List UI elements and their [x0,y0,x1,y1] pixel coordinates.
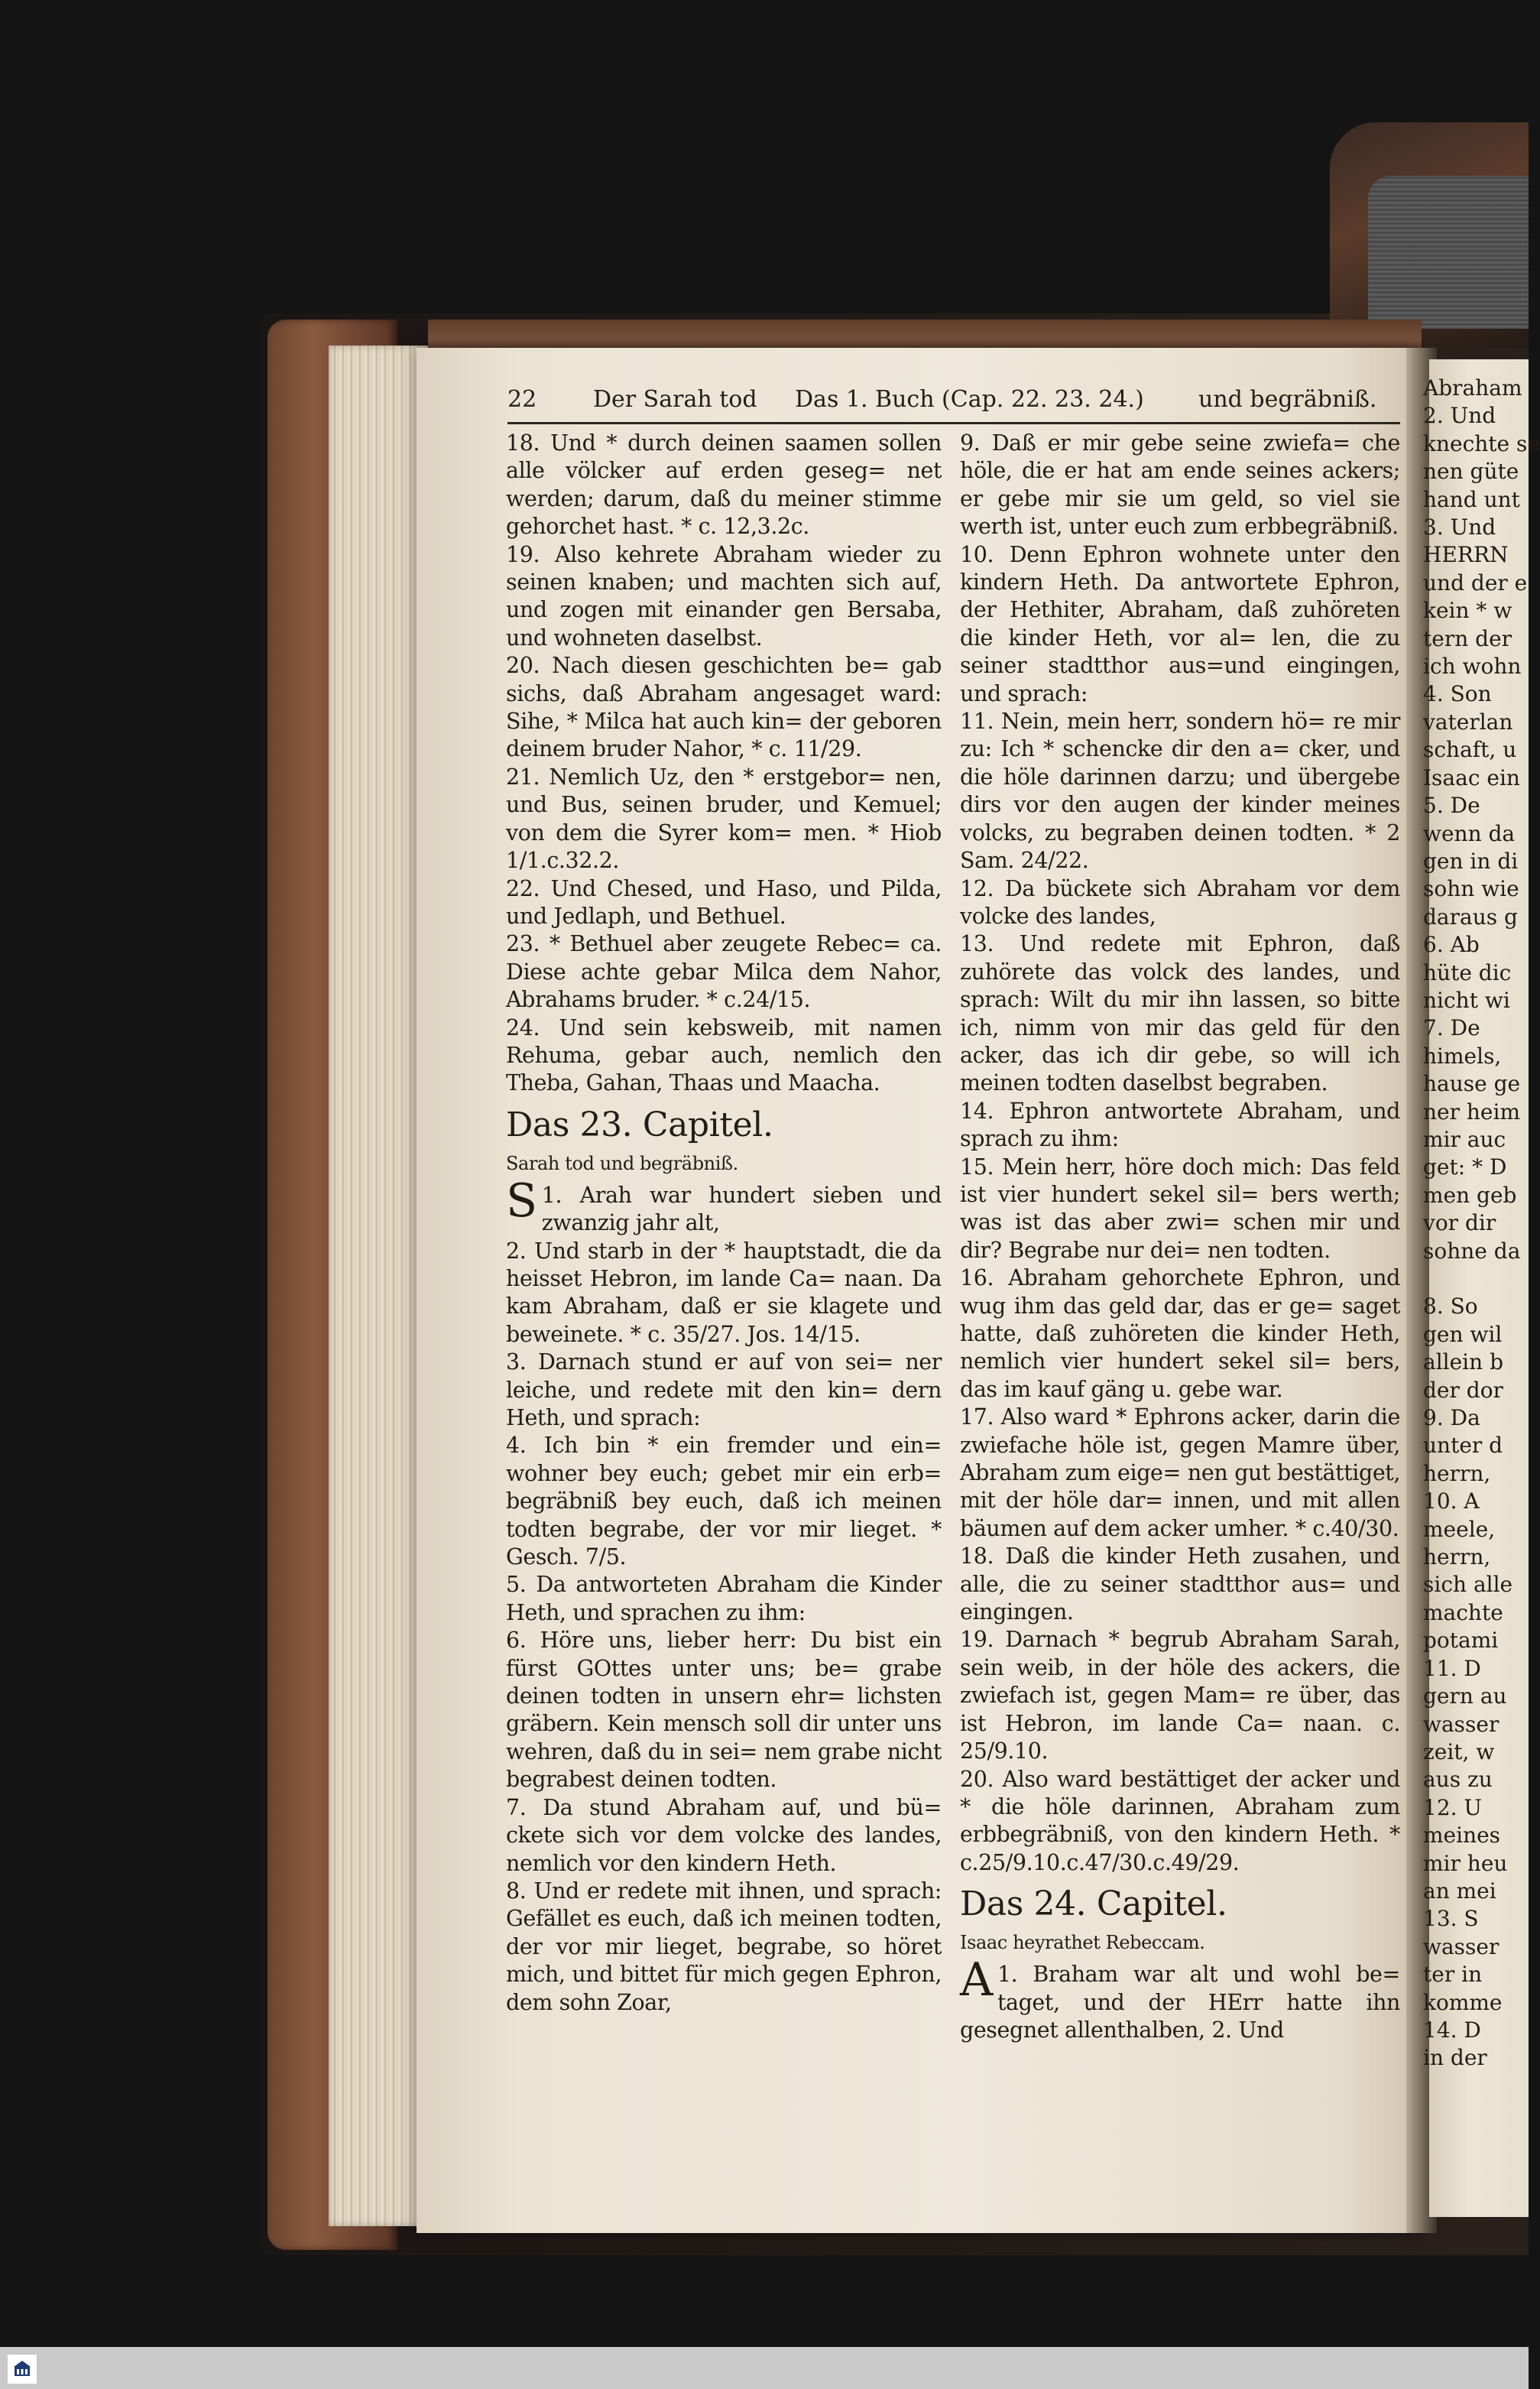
verse: 19. Darnach * begrub Abraham Sarah, sein weib, in der höle des ackers, die zwiefach ist, gegen Mam= re über, das ist Hebron, im lande Ca= naan. c. 25/9.10. [960,1627,1400,1764]
chapter-24-title: Das 24. Capitel. [960,1884,1227,1924]
verse: 21. Nemlich Uz, den * erstgebor= nen, und Bus, seinen bruder, und Kemuel; von dem die Syrer kom= men. * Hiob 1/1.c.32.2. [506,764,942,874]
right-column [960,430,1400,2180]
verse: 12. Da bückete sich Abraham vor dem volcke des landes, [960,875,1400,929]
verse: 17. Also ward * Ephrons acker, darin die zwiefache höle ist, gegen Mamre über, Abraham zum eige= nen gut bestättiget, mit der höle dar= innen, und mit allen bäumen auf dem acker umher. * c.40/30. [960,1404,1400,1541]
library-logo-icon [8,2355,37,2384]
verse: 13. Und redete mit Ephron, daß zuhörete das volck des landes, und sprach: Wilt du mir ihn lassen, so bitte ich, nimm von mir das geld für den acker, das ich dir gebe, so will ich meinen todten daselbst begraben. [960,931,1400,1096]
chapter-23-verse-1 [506,1173,942,1238]
verse: 10. Denn Ephron wohnete unter den kindern Heth. Da antwortete Ephron, der Hethiter, Abraham, daß zuhöreten die kinder Heth, vor al= len, die zu seiner stadtthor aus=und eingingen, und sprach: [960,541,1400,706]
header-left-title: Der Sarah tod [593,386,757,413]
verse: 6. Höre uns, lieber herr: Du bist ein fürst GOttes unter uns; be= grabe deinen todten in unsern ehr= lichsten gräbern. Kein mensch soll dir unter uns wehren, daß du in sei= nem grabe nicht begrabest deinen todten. [506,1628,942,1793]
verse-number: 1. [541,1182,563,1208]
page-number: 22 [507,386,537,413]
verse: 8. Und er redete mit ihnen, und sprach: Gefället es euch, daß ich meinen todten, der vor mir lieget, begrabe, so höret mich, und bittet für mich gegen Ephron, dem sohn Zoar, [506,1878,942,2015]
page-block-edge [1368,176,1529,329]
header-right-title: und begräbniß. [1198,386,1377,413]
header-center-title: Das 1. Buch (Cap. 22. 23. 24.) [795,386,1144,413]
verse: 15. Mein herr, höre doch mich: Das feld ist vier hundert sekel sil= bers werth; was ist das aber zwi= schen mir und dir? Begrabe nur dei= nen todten. [960,1154,1400,1263]
chapter-24-verse-1 [960,1953,1400,2044]
header-rule [507,422,1400,424]
viewer-footer-bar [0,2347,1529,2389]
verse: 4. Ich bin * ein fremder und ein= wohner bey euch; gebet mir ein erb= begräbniß bey euch, daß ich meinen todten begrabe, der vor mir lieget. * Gesch. 7/5. [506,1433,942,1570]
drop-cap: A [960,1953,993,2008]
verse: 23. * Bethuel aber zeugete Rebec= ca. Diese achte gebar Milca dem Nahor, Abrahams bruder. * c.24/15. [506,931,942,1013]
verse: 14. Ephron antwortete Abraham, und sprach zu ihm: [960,1098,1400,1152]
verse: 20. Nach diesen geschichten be= gab sichs, daß Abraham angesaget ward: Sihe, * Milca hat auch kin= der geboren deinem bruder Nahor, * c. 11/29. [506,653,942,762]
left-column [506,430,942,2180]
verse-number: 1. [997,1962,1018,1988]
verse: 19. Also kehrete Abraham wieder zu seinen knaben; und machten sich auf, und zogen mit einander gen Bersaba, und wohneten daselbst. [506,541,942,651]
chapter-23-title: Das 23. Capitel. [506,1105,773,1144]
drop-cap: S [506,1173,537,1228]
verse: 9. Daß er mir gebe seine zwiefa= che höle, die er hat am ende seines ackers; er gebe mir sie um geld, so viel sie werth ist, unter euch zum erbbegräbniß. [960,430,1400,540]
verse-text: Braham war alt und wohl be= taget, und der HErr hatte ihn gesegnet allenthalben, 2. Und [960,1962,1400,2043]
chapter-23-subtitle: Sarah tod und begräbniß. [506,1152,738,1174]
verse: 16. Abraham gehorchete Ephron, und wug ihm das geld dar, das er ge= saget hatte, daß zuhöreten die kinder Heth, nemlich vier hundert sekel sil= bers, das im kauf gäng u. gebe war. [960,1265,1400,1402]
verse: 5. Da antworteten Abraham die Kinder Heth, und sprachen zu ihm: [506,1572,942,1625]
verse: 11. Nein, mein herr, sondern hö= re mir zu: Ich * schencke dir den a= cker, und die höle darinnen darzu; und übergebe dirs vor den augen der kinder meines volcks, zu begraben deinen todten. * 2 Sam. 24/22. [960,709,1400,874]
verse: 7. Da stund Abraham auf, und bü= ckete sich vor dem volcke des landes, nemlich vor den kindern Heth. [506,1794,942,1876]
chapter-24-subtitle: Isaac heyrathet Rebeccam. [960,1932,1205,1954]
verse: 3. Darnach stund er auf von sei= ner leiche, und redete mit den kin= dern Heth, und sprach: [506,1349,942,1430]
verse-text: Arah war hundert sieben und zwanzig jahr alt, [541,1182,942,1236]
verse: 18. Daß die kinder Heth zusahen, und alle, die zu seiner stadtthor aus= und eingingen. [960,1543,1400,1625]
verse: 18. Und * durch deinen saamen sollen alle völcker auf erden geseg= net werden; darum, daß du meiner stimme gehorchet hast. * c. 12,3.2c. [506,430,942,540]
verse: 24. Und sein kebsweib, mit namen Rehuma, gebar auch, nemlich den Theba, Gahan, Thaas und Maacha. [506,1014,942,1096]
verse: 22. Und Chesed, und Haso, und Pilda, und Jedlaph, und Bethuel. [506,875,942,929]
facing-page-text: Abraham 2. Und knechte se nen güte hand unt 3. Und HERRN und der e kein * w tern der ich wohn 4. Son vaterlan schaft, u Isaac ein 5. De wenn da gen in di sohn wie daraus g 6. Ab hüte dic nicht wi 7. De himels, hause ge ner heim mir auc get: * D men geb vor dir sohne da 8. So gen wil allein b der dor 9. Da unter d herrn, 10. A meele, herrn, sich alle machte potami 11. D gern au wasser zeit, w aus zu 12. U meines mir heu an mei 13. S wasser ter in komme 14. D in der [1423,375,1540,2071]
verse: 2. Und starb in der * hauptstadt, die da heisset Hebron, im lande Ca= naan. Da kam Abraham, daß er sie klagete und beweinete. * c. 35/27. Jos. 14/15. [506,1238,942,1347]
facing-page [1423,359,1540,2217]
verse: 20. Also ward bestättiget der acker und * die höle darinnen, Abraham zum erbbegräbniß, von den kindern Heth. * c.25/9.10.c.47/30.c.49/29. [960,1766,1400,1875]
